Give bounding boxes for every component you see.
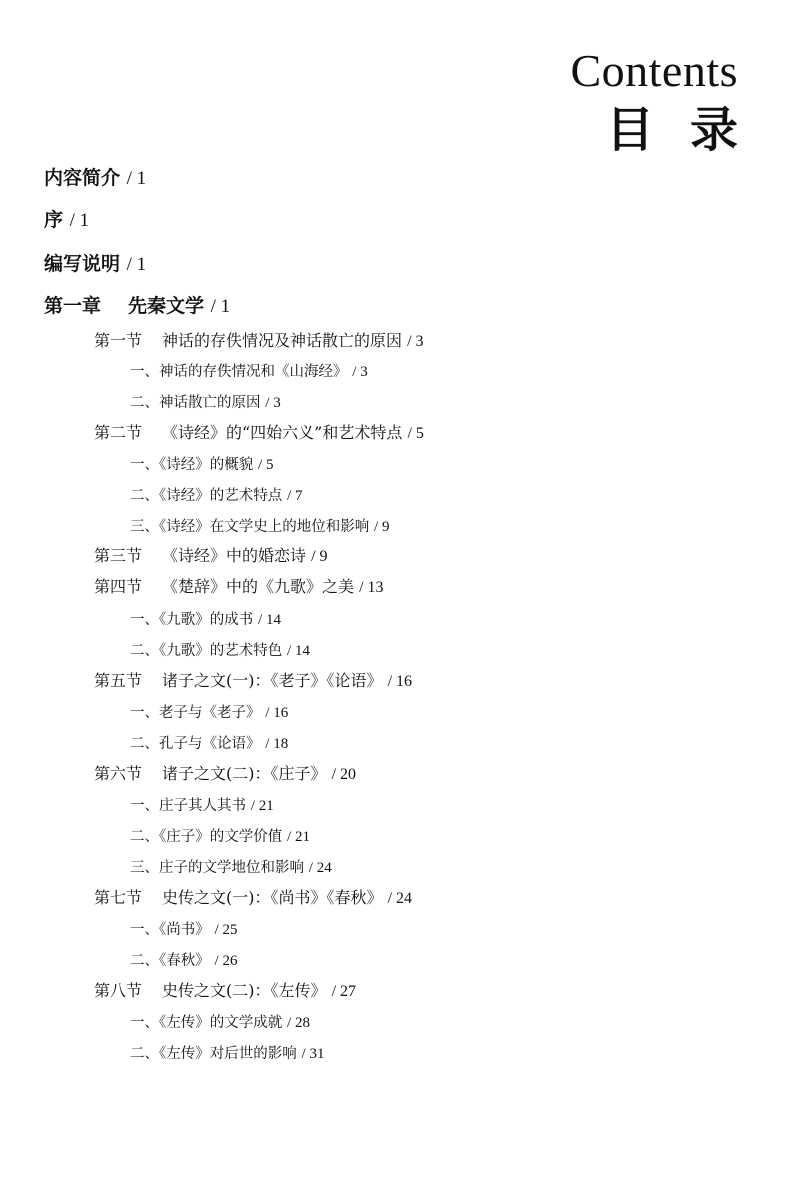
toc-entry-label: 《楚辞》中的《九歌》之美 (162, 577, 355, 596)
toc-entry-page-number: / 5 (258, 457, 274, 473)
toc-entry-page-number: / 5 (407, 425, 424, 442)
toc-entry-label: 二、神话散亡的原因 (130, 395, 261, 411)
toc-entry-number: 第二节 (94, 423, 143, 442)
toc-entry-label: 《诗经》的“四始六义”和艺术特点 (162, 423, 403, 442)
toc-entry-label: 诸子之文(二)：《庄子》 (162, 764, 327, 783)
toc-subsection-entry[interactable] (130, 825, 310, 848)
toc-section-entry[interactable] (94, 763, 356, 786)
toc-entry-page-number: / 1 (126, 254, 147, 275)
toc-subsection-entry[interactable] (130, 515, 389, 538)
toc-entry-number: 第四节 (94, 577, 143, 596)
toc-entry-page-number: / 24 (308, 860, 332, 876)
toc-entry-page-number: / 7 (287, 488, 303, 504)
toc-entry-label: 史传之文(二)：《左传》 (162, 981, 327, 1000)
toc-subsection-entry[interactable] (130, 453, 273, 476)
toc-subsection-entry[interactable] (130, 1042, 324, 1065)
toc-entry-label: 二、《九歌》的艺术特色 (130, 643, 283, 659)
toc-section-entry[interactable] (94, 330, 424, 353)
toc-subsection-entry[interactable] (130, 360, 368, 383)
toc-entry-label: 二、《庄子》的文学价值 (130, 829, 283, 845)
toc-entry-label: 一、《诗经》的概貌 (130, 457, 254, 473)
toc-entry-label: 一、庄子其人其书 (130, 798, 246, 814)
toc-entry-page-number: / 21 (287, 829, 310, 845)
toc-subsection-entry[interactable] (130, 608, 281, 631)
toc-subsection-entry[interactable] (130, 391, 281, 414)
toc-subsection-entry[interactable] (130, 949, 237, 972)
toc-entry-page-number: / 25 (214, 922, 238, 938)
toc-entry-page-number: / 3 (352, 364, 368, 380)
toc-subsection-entry[interactable] (130, 856, 332, 879)
toc-entry-label: 一、老子与《老子》 (130, 705, 261, 721)
toc-entry-number: 第七节 (94, 888, 143, 907)
toc-entry-label: 神话的存佚情况及神话散亡的原因 (162, 331, 403, 350)
contents-title-chinese: 目录 (605, 102, 774, 158)
toc-entry-label: 编写说明 (44, 253, 121, 275)
toc-entry-number: 第一章 (44, 295, 102, 317)
toc-section-entry[interactable] (94, 545, 328, 568)
toc-entry-page-number: / 18 (265, 736, 289, 752)
toc-subsection-entry[interactable] (130, 732, 288, 755)
toc-entry-label: 诸子之文(一)：《老子》《论语》 (162, 671, 383, 690)
toc-entry-page-number: / 3 (407, 333, 424, 350)
toc-entry-page-number: / 9 (311, 548, 328, 565)
toc-entry-page-number: / 24 (387, 890, 413, 907)
toc-chapter-entry[interactable] (44, 208, 89, 233)
toc-section-entry[interactable] (94, 576, 384, 599)
toc-entry-number: 第五节 (94, 671, 143, 690)
toc-entry-label: 史传之文(一)：《尚书》《春秋》 (162, 888, 383, 907)
toc-entry-page-number: / 14 (258, 612, 281, 628)
toc-entry-label: 一、《尚书》 (130, 922, 210, 938)
toc-entry-page-number: / 1 (210, 296, 231, 317)
contents-title-english: Contents (570, 45, 738, 96)
toc-subsection-entry[interactable] (130, 484, 302, 507)
toc-entry-label: 序 (44, 209, 64, 231)
toc-entry-number: 第八节 (94, 981, 143, 1000)
toc-entry-label: 三、《诗经》在文学史上的地位和影响 (130, 519, 370, 535)
toc-section-entry[interactable] (94, 980, 356, 1003)
toc-entry-page-number: / 1 (126, 168, 147, 189)
toc-entry-number: 第三节 (94, 546, 143, 565)
toc-entry-label: 一、《九歌》的成书 (130, 612, 254, 628)
toc-entry-page-number: / 16 (265, 705, 289, 721)
toc-entry-page-number: / 31 (301, 1046, 325, 1062)
toc-section-entry[interactable] (94, 670, 412, 693)
toc-entry-page-number: / 27 (331, 983, 357, 1000)
toc-subsection-entry[interactable] (130, 701, 288, 724)
toc-entry-label: 三、庄子的文学地位和影响 (130, 860, 304, 876)
toc-entry-label: 《诗经》中的婚恋诗 (162, 546, 307, 565)
toc-subsection-entry[interactable] (130, 639, 310, 662)
toc-section-entry[interactable] (94, 887, 412, 910)
toc-entry-page-number: / 16 (387, 673, 413, 690)
toc-entry-page-number: / 1 (69, 210, 90, 231)
toc-chapter-entry[interactable] (44, 294, 230, 319)
toc-section-entry[interactable] (94, 422, 424, 445)
toc-entry-label: 二、《春秋》 (130, 953, 210, 969)
toc-entry-page-number: / 21 (250, 798, 274, 814)
toc-entry-label: 二、孔子与《论语》 (130, 736, 261, 752)
toc-entry-page-number: / 13 (359, 579, 384, 596)
toc-subsection-entry[interactable] (130, 1011, 310, 1034)
toc-subsection-entry[interactable] (130, 794, 274, 817)
toc-entry-label: 一、《左传》的文学成就 (130, 1015, 283, 1031)
toc-entry-number: 第六节 (94, 764, 143, 783)
toc-subsection-entry[interactable] (130, 918, 237, 941)
toc-entry-label: 二、《诗经》的艺术特点 (130, 488, 283, 504)
toc-chapter-entry[interactable] (44, 252, 146, 277)
toc-entry-page-number: / 20 (331, 766, 357, 783)
toc-chapter-entry[interactable] (44, 166, 146, 191)
toc-entry-page-number: / 14 (287, 643, 310, 659)
toc-entry-page-number: / 9 (374, 519, 390, 535)
toc-entry-page-number: / 28 (287, 1015, 310, 1031)
toc-entry-number: 第一节 (94, 331, 143, 350)
toc-entry-label: 先秦文学 (128, 295, 205, 317)
toc-entry-label: 一、神话的存佚情况和《山海经》 (130, 364, 348, 380)
toc-entry-page-number: / 26 (214, 953, 238, 969)
toc-entry-label: 二、《左传》对后世的影响 (130, 1046, 297, 1062)
toc-entry-label: 内容简介 (44, 167, 121, 189)
toc-entry-page-number: / 3 (265, 395, 281, 411)
